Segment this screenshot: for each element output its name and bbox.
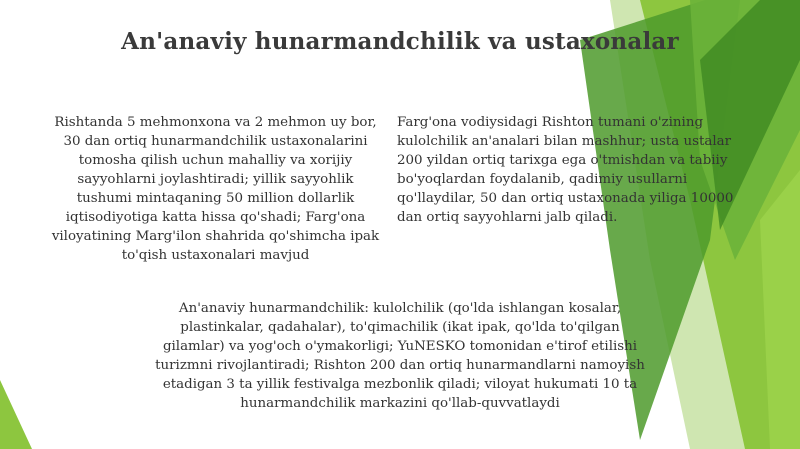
right-text-block: Farg'ona vodiysidagi Rishton tumani o'zining kulolchilik an'analari bilan mashhur; usta ustalar 200 yildan ortiq tarixga ega o'tmishdan va tabiiy bo'yoqlardan foydalanib, qadimiy usullarni qo'llaydilar, 50 dan ortiq ustaxonada yiliga 10000 dan ortiq sayyohlarni jalb qiladi. — [397, 115, 734, 225]
bottom-text-block: An'anaviy hunarmandchilik: kulolchilik (qo'lda ishlangan kosalar, plastinkalar, qadahalar), to'qimachilik (ikat ipak, qo'lda to'qilgan gilamlar) va yog'och o'ymakorligi; YuNESKO tomonidan e'tirof etilishi turizmni rivojlantiradi; Rishton 200 dan ortiq hunarmandlarni namoyish etadigan 3 ta yillik festivalga mezbonlik qiladi; viloyat hukumati 10 ta hunarmandchilik markazini qo'llab-quvvatlaydi — [155, 301, 645, 411]
slide-title: An'anaviy hunarmandchilik va ustaxonalar — [121, 28, 679, 55]
left-text-block: Rishtanda 5 mehmonxona va 2 mehmon uy bor, 30 dan ortiq hunarmandchilik ustaxonalarini tomosha qilish uchun mahalliy va xorijiy sayyohlarni joylashtiradi; yillik sayyohlik tushumi mintaqaning 50 million dollarlik iqtisodiyotiga katta hissa qo'shadi; Farg'ona viloyatining Marg'ilon shahrida qo'shimcha ipak to'qish ustaxonalari mavjud — [51, 115, 380, 263]
left-corner-triangle — [0, 380, 32, 449]
